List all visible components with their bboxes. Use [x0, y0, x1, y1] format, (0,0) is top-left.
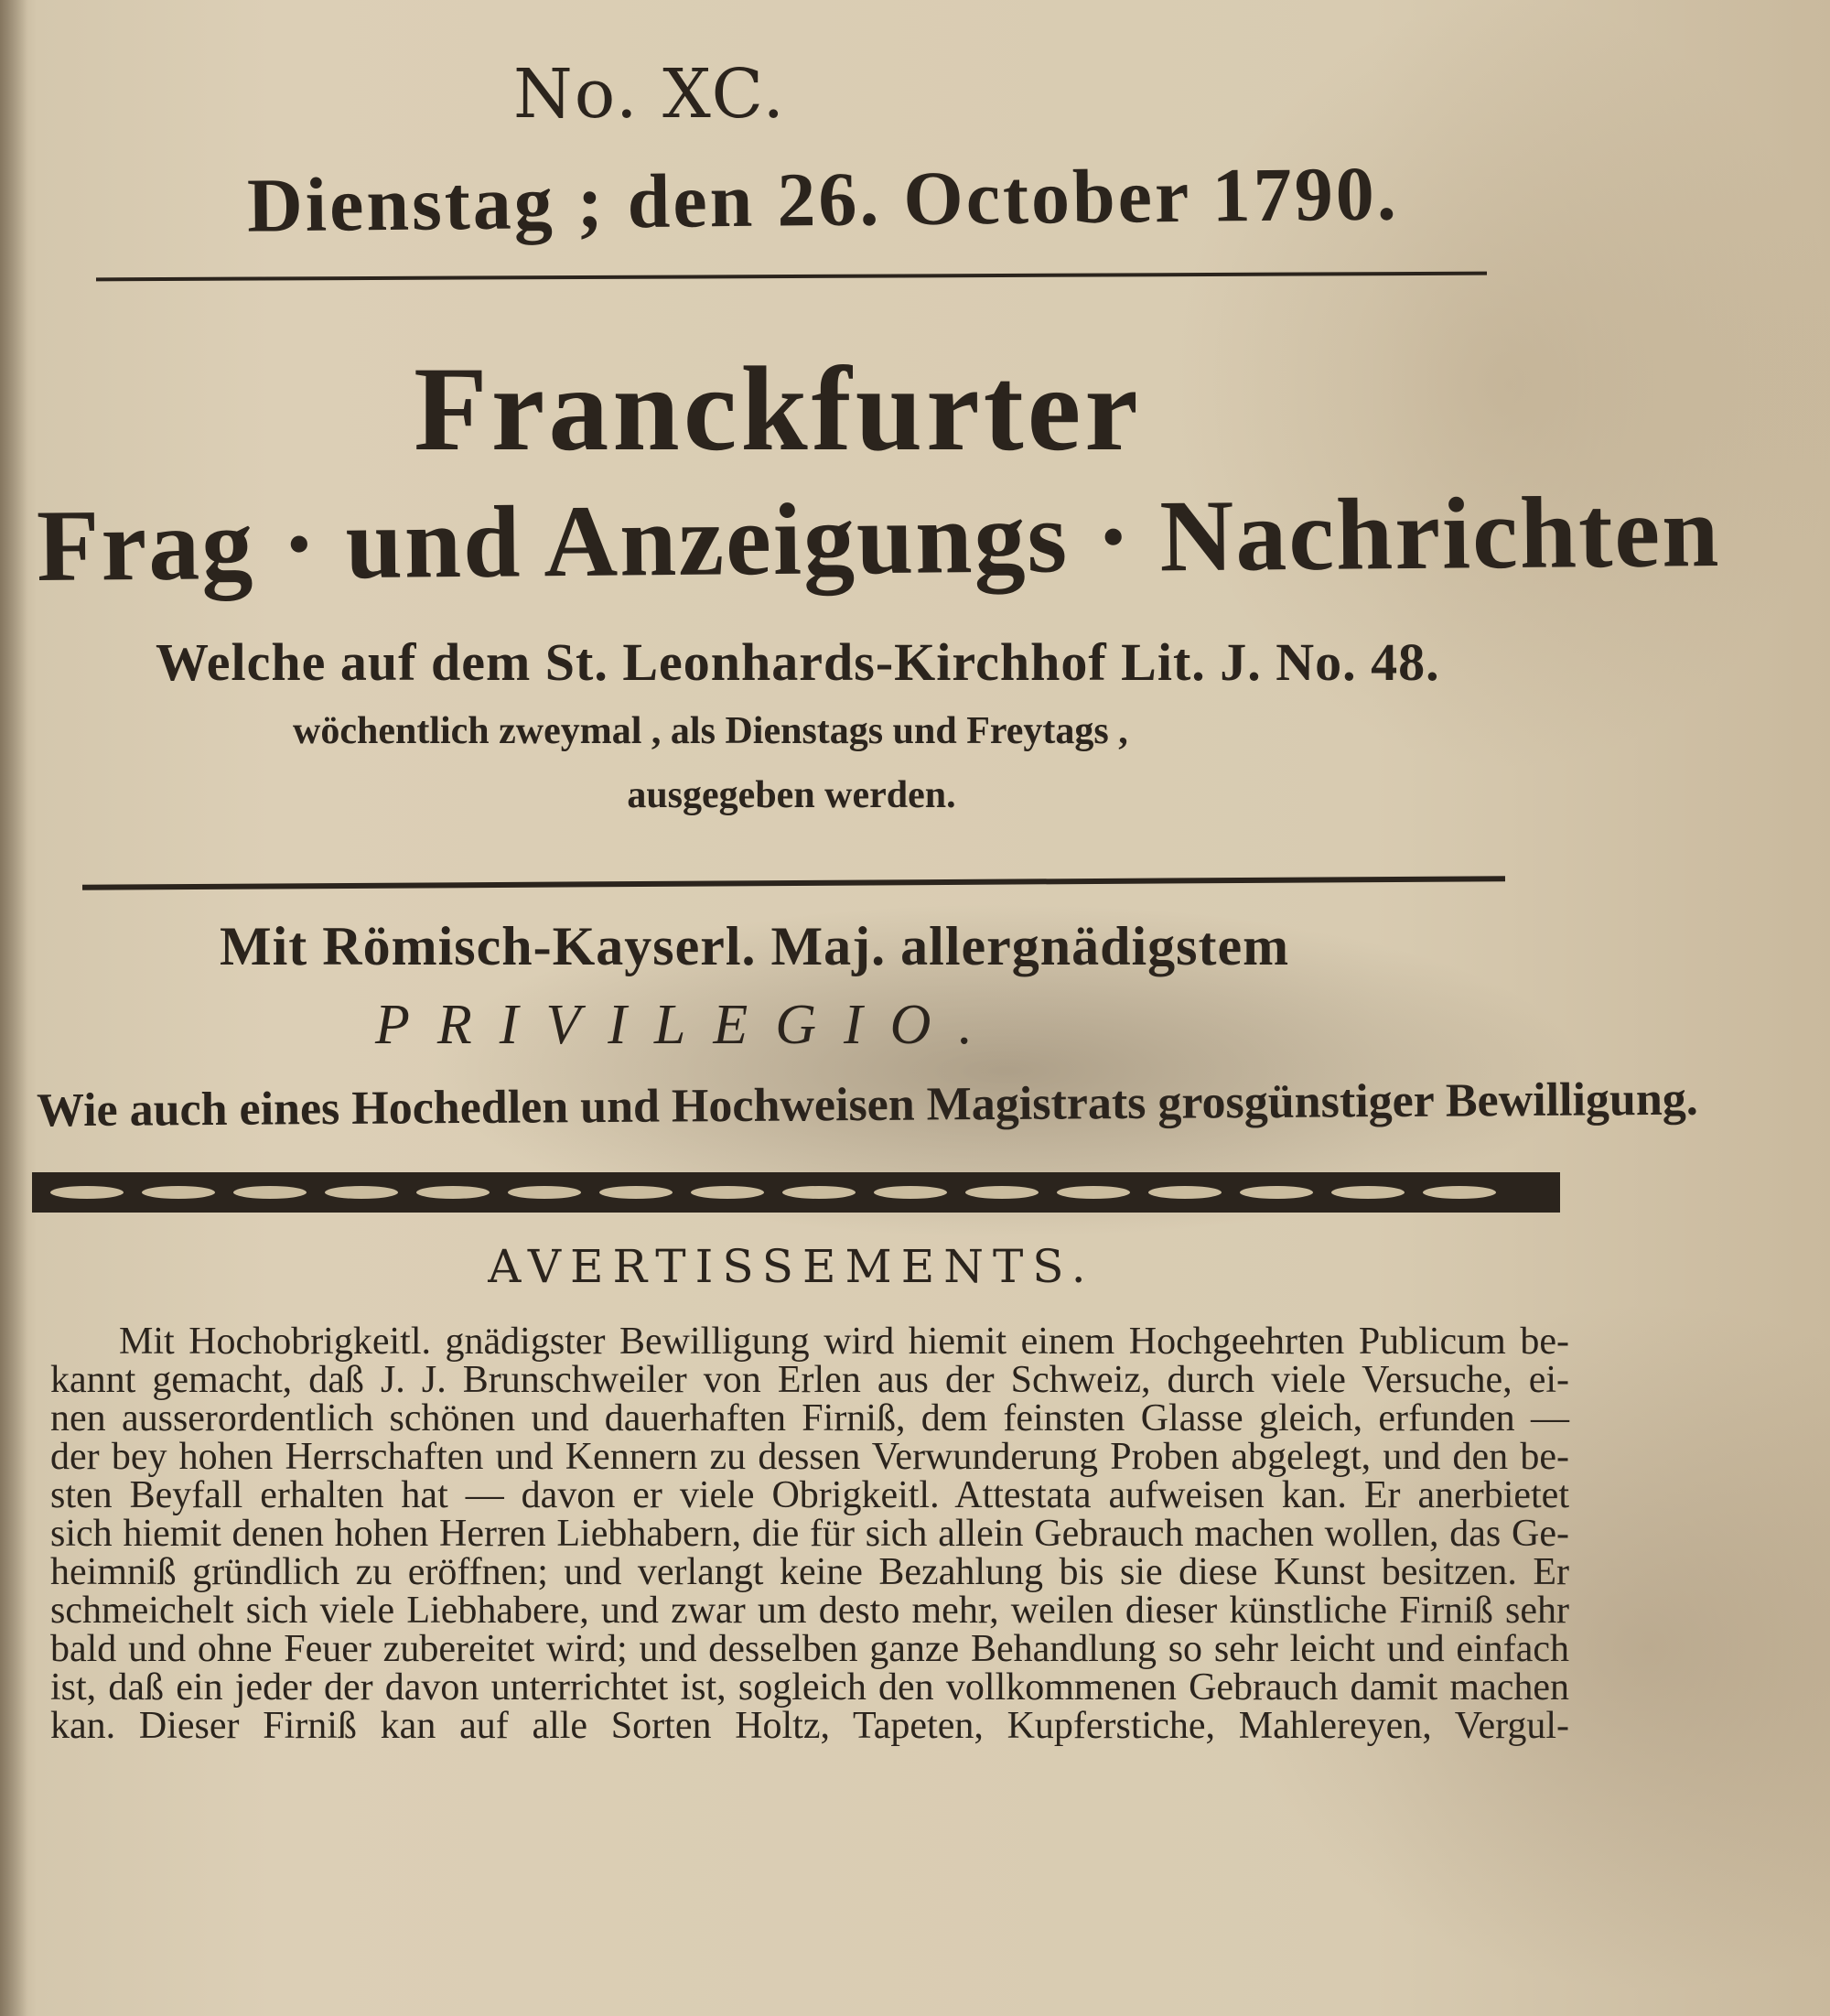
text-line: nen ausserordentlich schönen und dauerhaften Firniß, dem feinsten Glasse gleich, erfunden —	[50, 1397, 1569, 1439]
section-heading: AVERTISSEMENTS.	[488, 1240, 1095, 1293]
issue-date: Dienstag ; den 26. October 1790.	[246, 151, 1400, 249]
text-line: heimniß gründlich zu eröffnen; und verlangt keine Bezahlung bis sie diese Kunst besitzen. Er	[50, 1551, 1569, 1593]
text-line: schmeichelt sich viele Liebhabere, und zwar um desto mehr, weilen dieser künstliche Firniß sehr	[50, 1590, 1569, 1632]
text-line: sich hiemit denen hohen Herren Liebhabern, die für sich allein Gebrauch machen wollen, das Ge-	[50, 1513, 1569, 1555]
text-line: kannt gemacht, daß J. J. Brunschweiler von Erlen aus der Schweiz, durch viele Versuche, ei-	[50, 1359, 1569, 1401]
publication-issued: ausgegeben werden.	[627, 774, 956, 816]
issue-number: No. XC.	[513, 55, 786, 134]
privilege-line: Mit Römisch-Kayserl. Maj. allergnädigstem	[220, 916, 1290, 976]
newspaper-title: Franckfurter	[414, 341, 1142, 476]
text-line: Mit Hochobrigkeitl. gnädigster Bewilligung wird hiemit einem Hochgeehrten Publicum be-	[119, 1321, 1569, 1363]
masthead-rule	[82, 876, 1505, 889]
binding-shadow	[0, 0, 27, 2016]
text-line: der bey hohen Herrschaften und Kennern zu dessen Verwunderung Proben abgelegt, und den be-	[50, 1436, 1569, 1478]
text-line: bald und ohne Feuer zubereitet wird; und desselben ganze Behandlung so sehr leicht und einfach	[50, 1628, 1569, 1670]
ornamental-chain-divider	[32, 1167, 1560, 1218]
magistrate-approval-line: Wie auch eines Hochedlen und Hochweisen Magistrats grosgünstiger Bewilligung.	[36, 1073, 1698, 1137]
privilegio-word: PRIVILEGIO.	[375, 994, 1000, 1056]
text-line: sten Beyfall erhalten hat — davon er viele Obrigkeitl. Attestata aufweisen kan. Er anerbietet	[50, 1474, 1569, 1516]
text-line: ist, daß ein jeder der davon unterrichtet ist, sogleich den vollkommenen Gebrauch damit machen	[50, 1666, 1569, 1709]
top-rule	[96, 272, 1487, 282]
newspaper-subtitle: Frag · und Anzeigungs · Nachrichten	[36, 474, 1721, 604]
publication-schedule: wöchentlich zweymal , als Dienstags und Freytags ,	[293, 710, 1128, 752]
advertisement-text	[50, 1322, 1569, 1745]
text-line: kan. Dieser Firniß kan auf alle Sorten Holtz, Tapeten, Kupferstiche, Mahlereyen, Vergul-	[50, 1705, 1569, 1747]
publisher-address: Welche auf dem St. Leonhards-Kirchhof Lit. J. No. 48.	[156, 632, 1440, 692]
